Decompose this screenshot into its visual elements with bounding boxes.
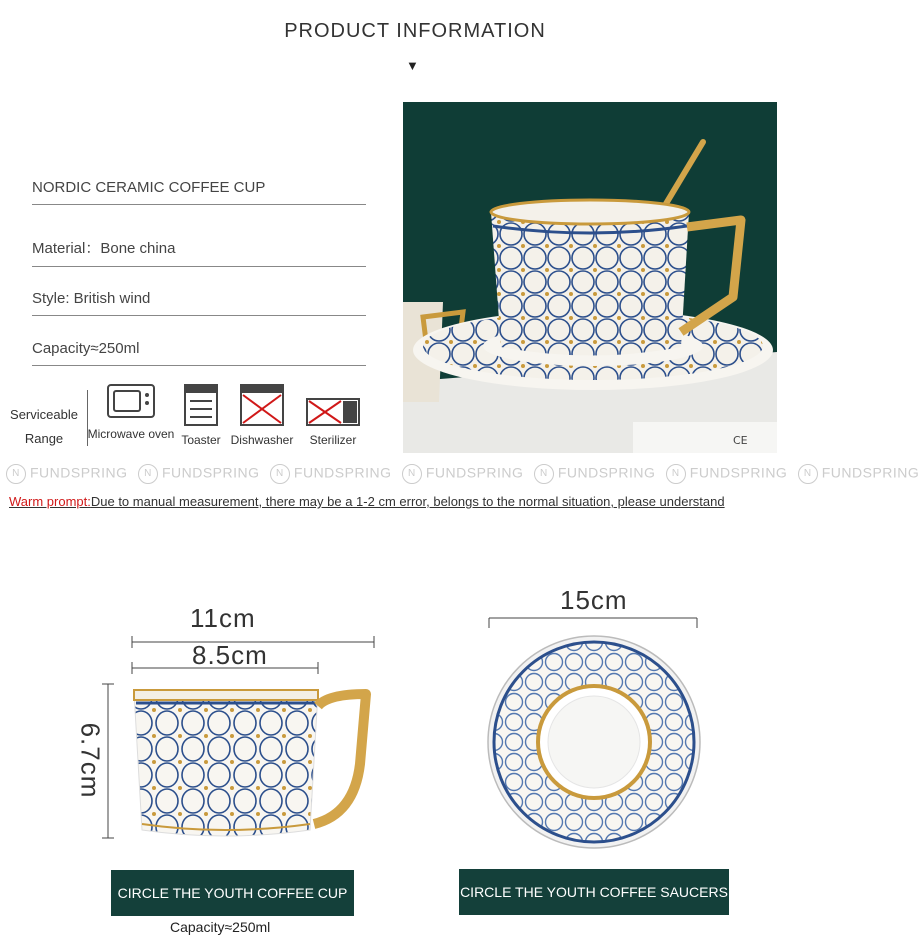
saucer-button[interactable]: CIRCLE THE YOUTH COFFEE SAUCERS <box>459 869 729 915</box>
warm-prompt-text: Due to manual measurement, there may be a 1-2 cm error, belongs to the normal situation, please understand <box>90 494 725 509</box>
footer-capacity: Capacity≈250ml <box>170 919 271 935</box>
service-item-toaster <box>176 383 226 447</box>
brand-logo-icon: N <box>6 464 26 484</box>
cup-height-label: 6.7cm <box>75 722 106 799</box>
dishwasher-icon <box>239 383 285 427</box>
serviceable-label-line2: Range <box>24 431 64 446</box>
watermark-text: FUNDSPRING <box>161 464 260 481</box>
cup-mouth-label: 8.5cm <box>192 640 268 670</box>
product-name: NORDIC CERAMIC COFFEE CUP <box>32 179 366 205</box>
cup-image <box>128 684 378 844</box>
watermark-text: FUNDSPRING <box>425 464 524 481</box>
watermark-text: FUNDSPRING <box>689 464 788 481</box>
brand-logo-icon: N <box>270 464 290 484</box>
cup-height-line <box>100 680 120 842</box>
brand-logo-icon: N <box>666 464 686 484</box>
microwave-icon <box>106 383 156 421</box>
warm-prompt-label: Warm prompt: <box>9 494 91 509</box>
watermark-text: FUNDSPRING <box>557 464 656 481</box>
warm-prompt <box>9 494 725 509</box>
service-item-microwave <box>86 383 176 441</box>
service-item-label: Toaster <box>181 433 221 447</box>
service-item-dishwasher <box>229 383 295 447</box>
brand-logo-icon: N <box>138 464 158 484</box>
cup-width-label: 11cm <box>190 603 256 633</box>
brand-logo-icon: N <box>534 464 554 484</box>
service-item-label: Microwave oven <box>87 427 175 441</box>
serviceable-label <box>4 403 84 451</box>
product-photo <box>403 102 777 453</box>
cup-button[interactable]: CIRCLE THE YOUTH COFFEE CUP <box>111 870 354 916</box>
saucer-image <box>484 632 704 852</box>
cup-mouth-line <box>125 660 325 680</box>
saucer-diameter-label: 15cm <box>560 585 628 615</box>
down-arrow-icon: ▼ <box>406 58 419 73</box>
service-item-sterilizer <box>300 383 366 447</box>
saucer-diameter-line <box>484 612 702 632</box>
watermark-text: FUNDSPRING <box>293 464 392 481</box>
svg-text:CE: CE <box>733 434 748 447</box>
brand-logo-icon: N <box>798 464 818 484</box>
style-spec: Style: British wind <box>32 290 366 316</box>
toaster-icon <box>183 383 219 427</box>
watermark-text: FUNDSPRING <box>30 464 128 481</box>
page-title: PRODUCT INFORMATION <box>284 20 546 42</box>
brand-logo-icon: N <box>402 464 422 484</box>
service-item-label: Sterilizer <box>309 433 357 447</box>
serviceable-label-line1: Serviceable <box>10 407 78 422</box>
sterilizer-icon <box>305 397 361 427</box>
watermark-strip <box>0 464 919 488</box>
capacity-spec: Capacity≈250ml <box>32 340 366 366</box>
material-spec: Material：Bone china <box>32 237 366 267</box>
watermark-text: FUNDSPRING <box>821 464 919 481</box>
service-item-label: Dishwasher <box>230 433 294 447</box>
